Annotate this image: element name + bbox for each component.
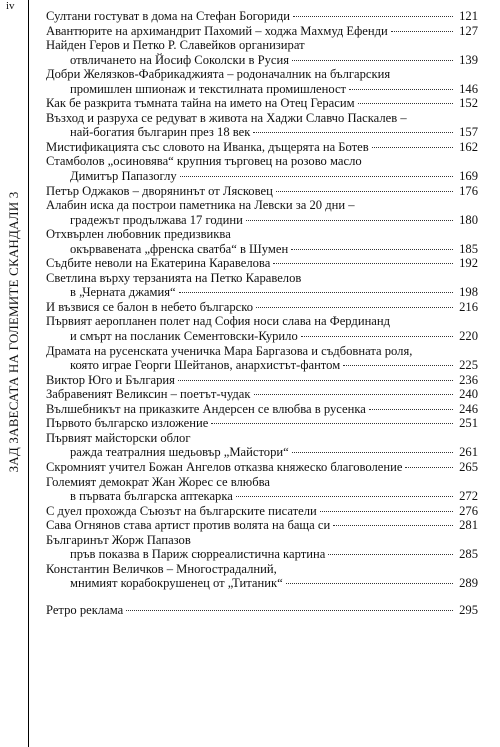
toc-entry (46, 314, 478, 343)
toc-page-number: 240 (459, 387, 478, 402)
toc-entry-title: Найден Геров и Петко Р. Славейков организират (46, 38, 305, 53)
toc-entry-title: Султани гостуват в дома на Стефан Богориди (46, 9, 291, 23)
toc-entry (46, 603, 478, 618)
toc-entry-title: Петър Оджаков – дворянинът от Лясковец (46, 183, 273, 198)
toc-entry-title: пръв показва в Париж сюрреалистична картина (70, 547, 326, 562)
toc-entry-title: отвличането на Йосиф Соколски в Русия (70, 52, 290, 67)
toc-page-number: 146 (459, 81, 478, 96)
toc-entry-line (46, 603, 478, 618)
toc-page-number: 285 (459, 547, 478, 562)
dot-leader (293, 16, 453, 17)
toc-entry-line (46, 387, 478, 402)
toc-entry (46, 67, 478, 96)
toc-entry-line (46, 184, 478, 199)
toc-page-number: 121 (459, 9, 478, 23)
toc-entry-title: Вълшебникът на приказките Андерсен се влюбва в русенка (46, 401, 366, 416)
toc-entry (46, 562, 478, 591)
toc-entry-continuation (46, 125, 478, 140)
dot-leader (246, 220, 453, 221)
toc-entry-title: Мистификацията със словото на Иванка, дъщерята на Ботев (46, 139, 369, 154)
page-number: iv (6, 0, 15, 12)
toc-entry-line (46, 504, 478, 519)
toc-entry-title: Добри Желязков-Фабрикаджията – родоначалник на българския (46, 67, 391, 82)
dot-leader (292, 60, 453, 61)
toc-entry-line (46, 38, 478, 53)
toc-entry-line (46, 300, 478, 315)
toc-entry-title: Драмата на русенската ученичка Мара Баргазова и съдбовната роля, (46, 343, 413, 358)
toc-page-number: 198 (459, 285, 478, 300)
toc-entry-continuation (46, 576, 478, 591)
dot-leader (343, 365, 453, 366)
toc-entry (46, 38, 478, 67)
dot-leader (349, 89, 453, 90)
toc-entry-line (46, 533, 478, 548)
toc-page-number: 185 (459, 241, 478, 256)
toc-entry-line (46, 271, 478, 286)
toc-entry (46, 300, 478, 315)
toc-page-number: 225 (459, 358, 478, 373)
toc-entry-continuation (46, 329, 478, 344)
toc-entry-title: Забравеният Великсин – поетът-чудак (46, 387, 251, 402)
toc-entry (46, 344, 478, 373)
toc-entry (46, 416, 478, 431)
toc-entry-continuation (46, 489, 478, 504)
dot-leader (179, 292, 453, 293)
toc-page-number: 127 (459, 23, 478, 38)
toc-entry-line (46, 256, 478, 271)
toc-entry-title: промишлен шпионаж и текстилната промишленост (70, 81, 347, 96)
toc-entry-title: С дуел прохожда Съюзът на българските писатели (46, 503, 317, 518)
toc-entry (46, 460, 478, 475)
toc-entry-line (46, 460, 478, 475)
dot-leader (291, 249, 453, 250)
table-of-contents (46, 9, 478, 617)
toc-entry-line (46, 373, 478, 388)
toc-page-number: 236 (459, 372, 478, 387)
toc-entry (46, 387, 478, 402)
toc-entry-title: Как бе разкрита тъмната тайна на името на Отец Герасим (46, 96, 355, 111)
toc-entry-title: в „Черната джамия“ (70, 285, 176, 300)
dot-leader (405, 467, 453, 468)
toc-entry-title: Големият демократ Жан Жорес се влюбва (46, 474, 270, 489)
toc-entry-continuation (46, 242, 478, 257)
toc-page-number: 295 (459, 602, 478, 617)
toc-entry-title: Константин Величков – Многострадалний, (46, 561, 277, 576)
toc-entry (46, 373, 478, 388)
dot-leader (273, 263, 453, 264)
dot-leader (358, 103, 453, 104)
dot-leader (286, 583, 453, 584)
toc-entry-line (46, 140, 478, 155)
dot-leader (211, 423, 453, 424)
toc-entry-continuation (46, 53, 478, 68)
toc-entry-continuation (46, 285, 478, 300)
toc-entry-line (46, 431, 478, 446)
toc-entry-continuation (46, 547, 478, 562)
toc-page-number: 261 (459, 445, 478, 460)
toc-entry (46, 154, 478, 183)
dot-leader (369, 409, 453, 410)
dot-leader (320, 511, 453, 512)
toc-entry (46, 256, 478, 271)
toc-entry (46, 518, 478, 533)
toc-page-number: 162 (459, 139, 478, 154)
dot-leader (372, 147, 453, 148)
toc-entry-title: която играе Георги Шейтанов, анархистът-фантом (70, 358, 341, 373)
toc-entry (46, 24, 478, 39)
dot-leader (333, 525, 453, 526)
toc-entry-line (46, 416, 478, 431)
toc-entry-line (46, 402, 478, 417)
toc-entry-title: мнимият корабокрушенец от „Титаник“ (70, 576, 283, 591)
toc-entry-line (46, 111, 478, 126)
toc-entry-line (46, 67, 478, 82)
toc-entry-title: Сава Огнянов става артист против волята на баща си (46, 518, 331, 533)
toc-entry (46, 198, 478, 227)
running-title-text: ЗАД ЗАВЕСАТА НА ГОЛЕМИТЕ СКАНДАЛИ 3 (6, 191, 21, 473)
dot-leader (301, 336, 453, 337)
toc-entry (46, 475, 478, 504)
vertical-divider (28, 0, 29, 747)
toc-entry-line (46, 154, 478, 169)
toc-page-number: 246 (459, 401, 478, 416)
toc-entry-title: окървавената „френска сватба“ в Шумен (70, 241, 289, 256)
toc-page-number: 157 (459, 125, 478, 140)
toc-page-number: 192 (459, 256, 478, 271)
toc-entry-title: Българинът Жорж Папазов (46, 532, 191, 547)
toc-entry-continuation (46, 82, 478, 97)
toc-entry-line (46, 518, 478, 533)
dot-leader (276, 191, 453, 192)
toc-entry-line (46, 198, 478, 213)
toc-page-number: 169 (459, 169, 478, 184)
dot-leader (126, 610, 453, 611)
toc-entry (46, 140, 478, 155)
toc-entry (46, 271, 478, 300)
toc-entry (46, 184, 478, 199)
toc-entry-continuation (46, 358, 478, 373)
toc-entry-line (46, 475, 478, 490)
toc-entry-title: Съдбите неволи на Екатерина Каравелова (46, 256, 271, 271)
dot-leader (328, 554, 453, 555)
toc-entry-title: в първата българска аптекарка (70, 489, 233, 504)
toc-entry-line (46, 9, 478, 24)
toc-entry-continuation (46, 169, 478, 184)
toc-entry-line (46, 96, 478, 111)
toc-entry-title: Алабин иска да построи паметника на Левски за 20 дни – (46, 198, 355, 213)
toc-entry-title: Първият аеропланен полет над София носи слава на Фердинанд (46, 314, 391, 329)
toc-page-number: 276 (459, 503, 478, 518)
toc-entry-title: Отхвърлен любовник предизвиква (46, 227, 231, 242)
toc-entry-continuation (46, 213, 478, 228)
section-gap (46, 591, 478, 603)
toc-entry-title: Първият майсторски облог (46, 430, 191, 445)
toc-entry-title: И възвися се балон в небето българско (46, 299, 253, 314)
toc-entry-continuation (46, 445, 478, 460)
running-title (6, 191, 26, 473)
dot-leader (178, 380, 453, 381)
toc-entry-line (46, 562, 478, 577)
dot-leader (253, 132, 453, 133)
dot-leader (254, 394, 453, 395)
toc-page-number: 152 (459, 96, 478, 111)
toc-entry (46, 9, 478, 24)
toc-entry (46, 111, 478, 140)
toc-entry-line (46, 344, 478, 359)
toc-entry-title: Ретро реклама (46, 602, 124, 617)
toc-entry (46, 227, 478, 256)
toc-page-number: 139 (459, 52, 478, 67)
toc-entry-title: Димитър Папазоглу (70, 169, 177, 184)
toc-entry (46, 431, 478, 460)
toc-page-number: 272 (459, 489, 478, 504)
toc-entry-title: ражда театралния шедьовър „Майстори“ (70, 445, 289, 460)
dot-leader (391, 31, 453, 32)
toc-page-number: 176 (459, 183, 478, 198)
toc-entry (46, 402, 478, 417)
toc-page-number: 265 (459, 459, 478, 474)
toc-entry-title: Светлина върху терзанията на Петко Каравелов (46, 270, 302, 285)
toc-entry-title: най-богатия българин през 18 век (70, 125, 251, 140)
toc-entry-title: Стамболов „осиновява“ крупния търговец на розово масло (46, 154, 362, 169)
toc-entry (46, 504, 478, 519)
toc-entry-line (46, 314, 478, 329)
toc-entry (46, 96, 478, 111)
toc-entry-title: Виктор Юго и България (46, 372, 175, 387)
margin-sidebar (0, 0, 30, 747)
toc-page-number: 180 (459, 212, 478, 227)
toc-entry-title: Възход и разруха се редуват в живота на Хаджи Славчо Паскалев – (46, 110, 407, 125)
toc-entry-title: и смърт на посланик Сементовски-Курило (70, 329, 298, 344)
toc-entry (46, 533, 478, 562)
dot-leader (292, 452, 453, 453)
toc-entry-title: Авантюрите на архимандрит Пахомий – ходжа Махмуд Ефенди (46, 23, 388, 38)
toc-page-number: 216 (459, 299, 478, 314)
dot-leader (256, 307, 453, 308)
toc-entry-line (46, 24, 478, 39)
toc-entry-line (46, 227, 478, 242)
dot-leader (236, 496, 453, 497)
toc-page-number: 220 (459, 329, 478, 344)
toc-entry-title: градежът продължава 17 години (70, 212, 243, 227)
toc-entry-title: Първото българско изложение (46, 416, 209, 431)
toc-page-number: 281 (459, 518, 478, 533)
dot-leader (180, 176, 453, 177)
toc-page-number: 289 (459, 576, 478, 591)
toc-entry-title: Скромният учител Божан Ангелов отказва княжеско благоволение (46, 459, 403, 474)
toc-page-number: 251 (459, 416, 478, 431)
